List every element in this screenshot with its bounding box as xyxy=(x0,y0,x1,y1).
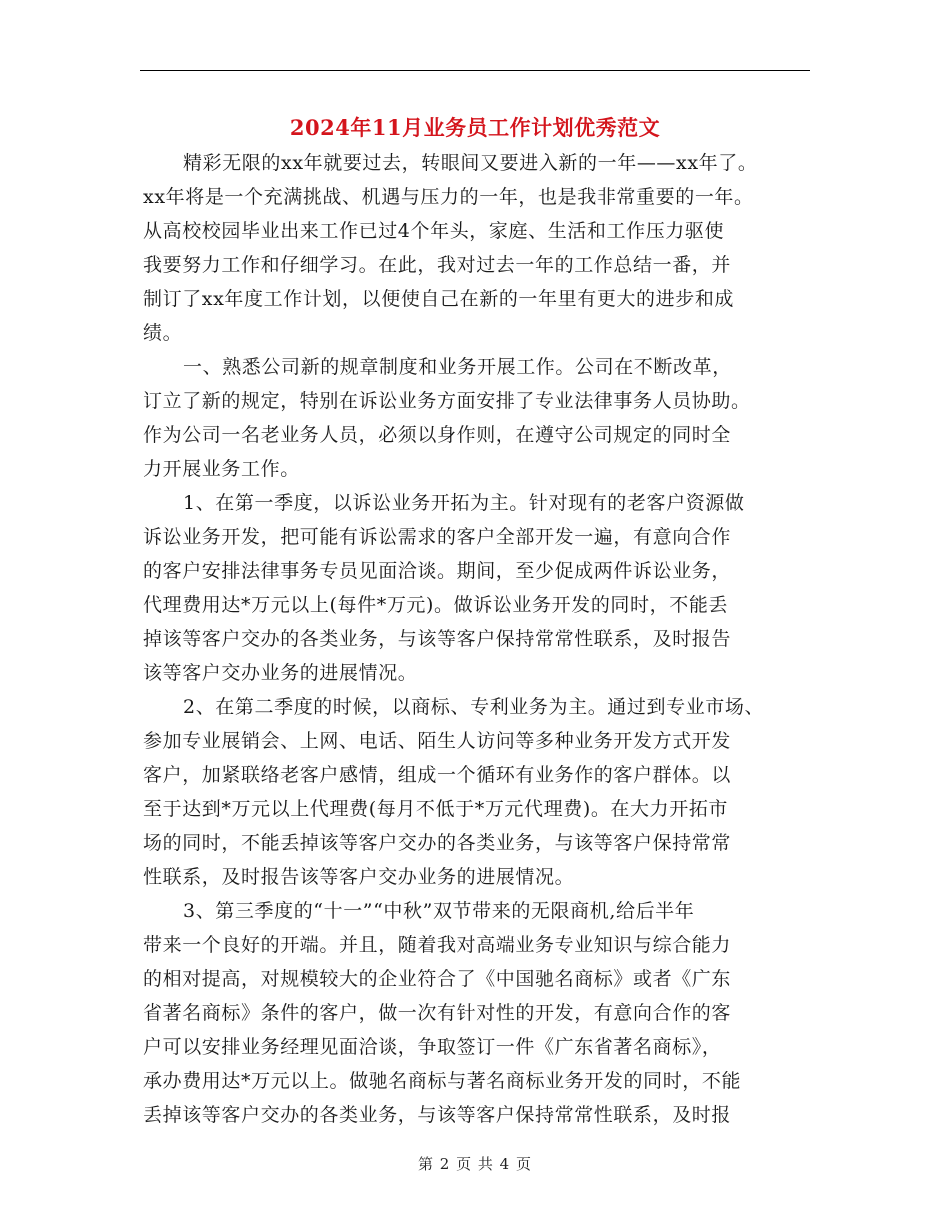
text-line: 2、在第二季度的时候，以商标、专利业务为主。通过到专业市场、 xyxy=(183,696,765,718)
text-line: 场的同时，不能丢掉该等客户交办的各类业务，与该等客户保持常常 xyxy=(143,832,732,854)
text-line: 客户，加紧联络老客户感情，组成一个循环有业务作的客户群体。以 xyxy=(143,764,732,786)
text-line: 省著名商标》条件的客户，做一次有针对性的开发，有意向合作的客 xyxy=(143,1002,732,1024)
text-line: 绩。 xyxy=(143,322,183,344)
text-line: xx年将是一个充满挑战、机遇与压力的一年，也是我非常重要的一年。 xyxy=(143,186,754,208)
page-number: 第 2 页 共 4 页 xyxy=(418,1155,532,1173)
text-line: 参加专业展销会、上网、电话、陌生人访问等多种业务开发方式开发 xyxy=(143,730,732,752)
text-line: 力开展业务工作。 xyxy=(143,458,300,480)
text-line: 订立了新的规定，特别在诉讼业务方面安排了专业法律事务人员协助。 xyxy=(143,390,751,412)
text-line: 户可以安排业务经理见面洽谈，争取签订一件《广东省著名商标》， xyxy=(143,1036,722,1058)
text-line: 从高校校园毕业出来工作已过4个年头，家庭、生活和工作压力驱使 xyxy=(143,220,725,242)
text-line: 一、熟悉公司新的规章制度和业务开展工作。公司在不断改革， xyxy=(183,356,732,378)
text-line: 该等客户交办业务的进展情况。 xyxy=(143,662,418,684)
text-line: 的相对提高，对规模较大的企业符合了《中国驰名商标》或者《广东 xyxy=(143,968,732,990)
header-rule xyxy=(140,70,810,71)
text-line: 性联系，及时报告该等客户交办业务的进展情况。 xyxy=(143,866,575,888)
text-line: 诉讼业务开发，把可能有诉讼需求的客户全部开发一遍，有意向合作 xyxy=(143,526,732,548)
text-line: 3、第三季度的“十一”“中秋”双节带来的无限商机,给后半年 xyxy=(183,900,695,922)
text-line: 作为公司一名老业务人员，必须以身作则，在遵守公司规定的同时全 xyxy=(143,424,732,446)
text-line: 1、在第一季度，以诉讼业务开拓为主。针对现有的老客户资源做 xyxy=(183,492,745,514)
text-line: 制订了xx年度工作计划，以便使自己在新的一年里有更大的进步和成 xyxy=(143,288,735,310)
document-body xyxy=(143,146,808,1132)
text-line: 精彩无限的xx年就要过去，转眼间又要进入新的一年——xx年了。 xyxy=(183,152,758,174)
text-line: 带来一个良好的开端。并且，随着我对高端业务专业知识与综合能力 xyxy=(143,934,732,956)
text-line: 代理费用达*万元以上(每件*万元)。做诉讼业务开发的同时，不能丢 xyxy=(143,594,729,616)
text-line: 承办费用达*万元以上。做驰名商标与著名商标业务开发的同时，不能 xyxy=(143,1070,742,1092)
document-title: 2024年11月业务员工作计划优秀范文 xyxy=(289,115,661,140)
text-line: 我要努力工作和仔细学习。在此，我对过去一年的工作总结一番，并 xyxy=(143,254,732,276)
text-line: 丢掉该等客户交办的各类业务，与该等客户保持常常性联系，及时报 xyxy=(143,1104,732,1126)
text-line: 的客户安排法律事务专员见面洽谈。期间，至少促成两件诉讼业务， xyxy=(143,560,732,582)
text-line: 掉该等客户交办的各类业务，与该等客户保持常常性联系，及时报告 xyxy=(143,628,732,650)
text-line: 至于达到*万元以上代理费(每月不低于*万元代理费)。在大力开拓市 xyxy=(143,798,729,820)
